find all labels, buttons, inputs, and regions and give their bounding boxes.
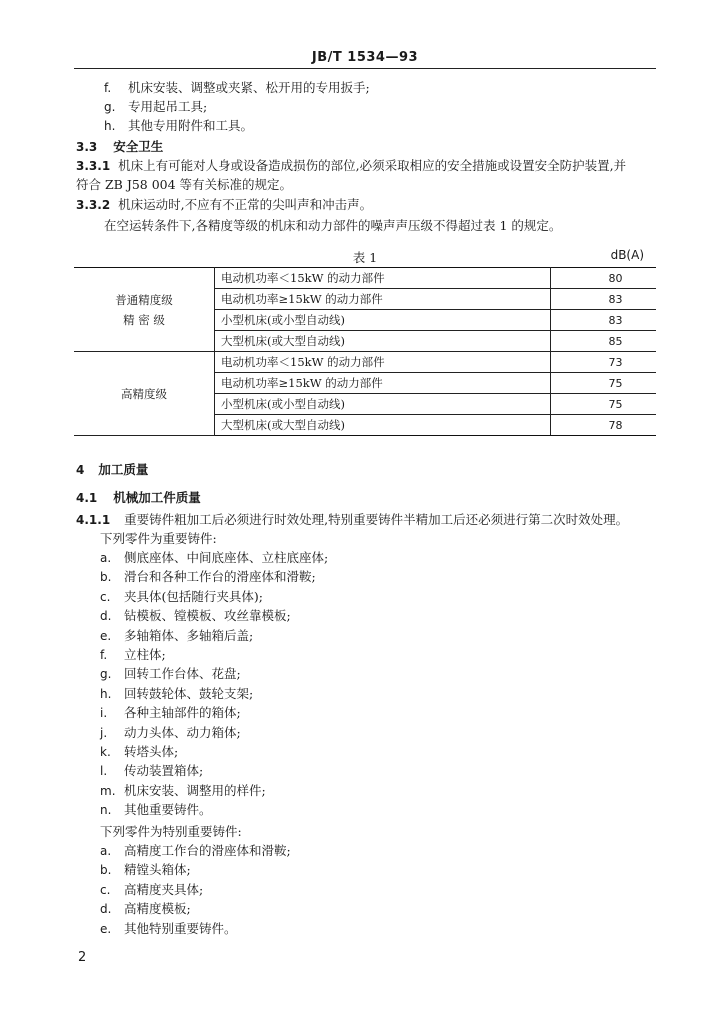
clause-3-3-2 [76,197,372,213]
list-item [100,783,266,799]
list-text: 精镗头箱体; [124,862,191,878]
list-label: c. [100,589,111,604]
list-text: 机床安装、调整或夹紧、松开用的专用扳手; [128,80,370,95]
list-item [100,843,291,859]
list-label: n. [100,803,112,818]
section-heading-4-1 [76,490,201,506]
list-item [100,666,241,682]
item-cell: 小型机床(或小型自动线) [215,394,551,415]
value-cell: 73 [551,352,657,373]
list-item [100,628,253,644]
clause-number: 3.3.2 [76,198,111,212]
list-text: 转塔头体; [124,744,179,759]
list-text: 传动装置箱体; [124,763,204,779]
list-label: b. [100,863,112,878]
list-item [100,608,291,624]
clause-text: 机床运动时,不应有不正常的尖叫声和冲击声。 [118,197,373,212]
clause-number: 4.1.1 [76,513,111,527]
list-item [104,80,370,96]
list-text: 机床安装、调整用的样件; [124,782,266,798]
list-label: j. [100,725,108,740]
list-item [104,118,253,134]
list-label: e. [100,921,112,936]
list-label: a. [100,551,112,565]
group-cell [74,268,215,352]
list-text: 其他重要铸件。 [124,802,212,818]
list-item [100,862,191,878]
list-item [100,686,253,702]
group-cell [74,352,215,436]
list-text: 滑台和各种工作台的滑座体和滑鞍; [124,569,316,585]
list-text: 动力头体、动力箱体; [124,724,241,740]
section-number: 4 [76,463,85,477]
list-label: h. [100,686,112,701]
clause-3-3-1 [76,158,626,174]
list-text: 其他专用附件和工具。 [128,118,254,133]
section-heading-4 [76,462,148,478]
clause-text: 机床上有可能对人身或设备造成损伤的部位,必须采取相应的安全措施或设置安全防护装置,并 [118,158,627,173]
header-rule [74,68,656,69]
noise-limit-table [74,267,656,436]
clause-continuation: 符合 ZB J58 004 等有关标准的规定。 [76,177,293,192]
list-text: 立柱体; [124,647,166,662]
list-item [100,589,263,605]
section-number: 4.1 [76,491,98,505]
section-number: 3.3 [76,140,98,154]
table-caption: 表 1 [352,250,378,265]
list-text: 回转工作台体、花盘; [124,666,241,682]
list-label: g. [100,667,112,682]
list-label: d. [100,902,112,917]
list-text: 高精度夹具体; [124,881,204,897]
list-label: e. [100,628,112,643]
list-item [100,802,212,818]
value-cell: 75 [551,373,657,394]
page-number: 2 [78,950,87,965]
item-cell: 电动机功率＜15kW 的动力部件 [215,268,551,289]
item-cell: 小型机床(或小型自动线) [215,310,551,331]
list-item [100,921,237,937]
list-text: 高精度模板; [124,901,191,917]
list-intro: 下列零件为重要铸件: [100,531,217,546]
list-text: 专用起吊工具; [128,99,208,114]
list-label: a. [100,844,112,858]
list-item [100,647,166,663]
value-cell: 75 [551,394,657,415]
item-cell: 电动机功率＜15kW 的动力部件 [215,352,551,373]
section-title: 加工质量 [98,462,149,477]
list-item [104,99,207,115]
list-item [100,705,241,721]
item-cell: 电动机功率≥15kW 的动力部件 [215,373,551,394]
item-cell: 电动机功率≥15kW 的动力部件 [215,289,551,310]
list-text: 各种主轴部件的箱体; [124,705,241,721]
item-cell: 大型机床(或大型自动线) [215,415,551,436]
list-item [100,763,203,779]
value-cell: 83 [551,310,657,331]
list-text: 高精度工作台的滑座体和滑鞍; [124,843,291,858]
value-cell: 85 [551,331,657,352]
group-name: 高精度级 [121,386,167,401]
list-label: d. [100,609,112,624]
value-cell: 78 [551,415,657,436]
clause-text: 重要铸件粗加工后必须进行时效处理,特别重要铸件半精加工后还必须进行第二次时效处理。 [124,512,629,527]
list-label: m. [100,783,116,798]
group-name: 精 密 级 [123,312,165,327]
list-text: 回转鼓轮体、鼓轮支架; [124,685,254,701]
list-text: 侧底座体、中间底座体、立柱底座体; [124,550,329,565]
table-unit: dB(A) [610,248,644,262]
list-label: f. [104,81,112,95]
table-row [74,268,656,289]
group-name: 普通精度级 [115,292,173,307]
list-text: 其他特别重要铸件。 [124,920,237,936]
section-title: 机械加工件质量 [113,490,201,505]
list-item [100,744,178,760]
clause-4-1-1 [76,512,628,528]
clause-number: 3.3.1 [76,159,111,173]
list-label: f. [100,648,108,662]
list-label: h. [104,119,116,133]
list-label: c. [100,882,111,897]
list-text: 多轴箱体、多轴箱后盖; [124,627,254,643]
paragraph: 在空运转条件下,各精度等级的机床和动力部件的噪声声压级不得超过表 1 的规定。 [104,218,562,233]
list-item [100,569,316,585]
list-label: l. [100,764,108,779]
list-label: b. [100,570,112,585]
list-label: k. [100,745,111,759]
list-text: 夹具体(包括随行夹具体); [124,588,263,604]
list-label: i. [100,706,108,721]
table-row [74,352,656,373]
item-cell: 大型机床(或大型自动线) [215,331,551,352]
list-label: g. [104,100,116,114]
list-item [100,725,241,741]
list-item [100,901,191,917]
standard-number-header: JB/T 1534—93 [311,50,419,65]
value-cell: 80 [551,268,657,289]
list-text: 钻模板、镗模板、攻丝靠模板; [124,608,291,624]
section-title: 安全卫生 [113,139,164,154]
value-cell: 83 [551,289,657,310]
list-item [100,882,203,898]
section-heading-3-3 [76,139,163,155]
list-item [100,550,328,566]
list-intro: 下列零件为特别重要铸件: [100,824,242,839]
